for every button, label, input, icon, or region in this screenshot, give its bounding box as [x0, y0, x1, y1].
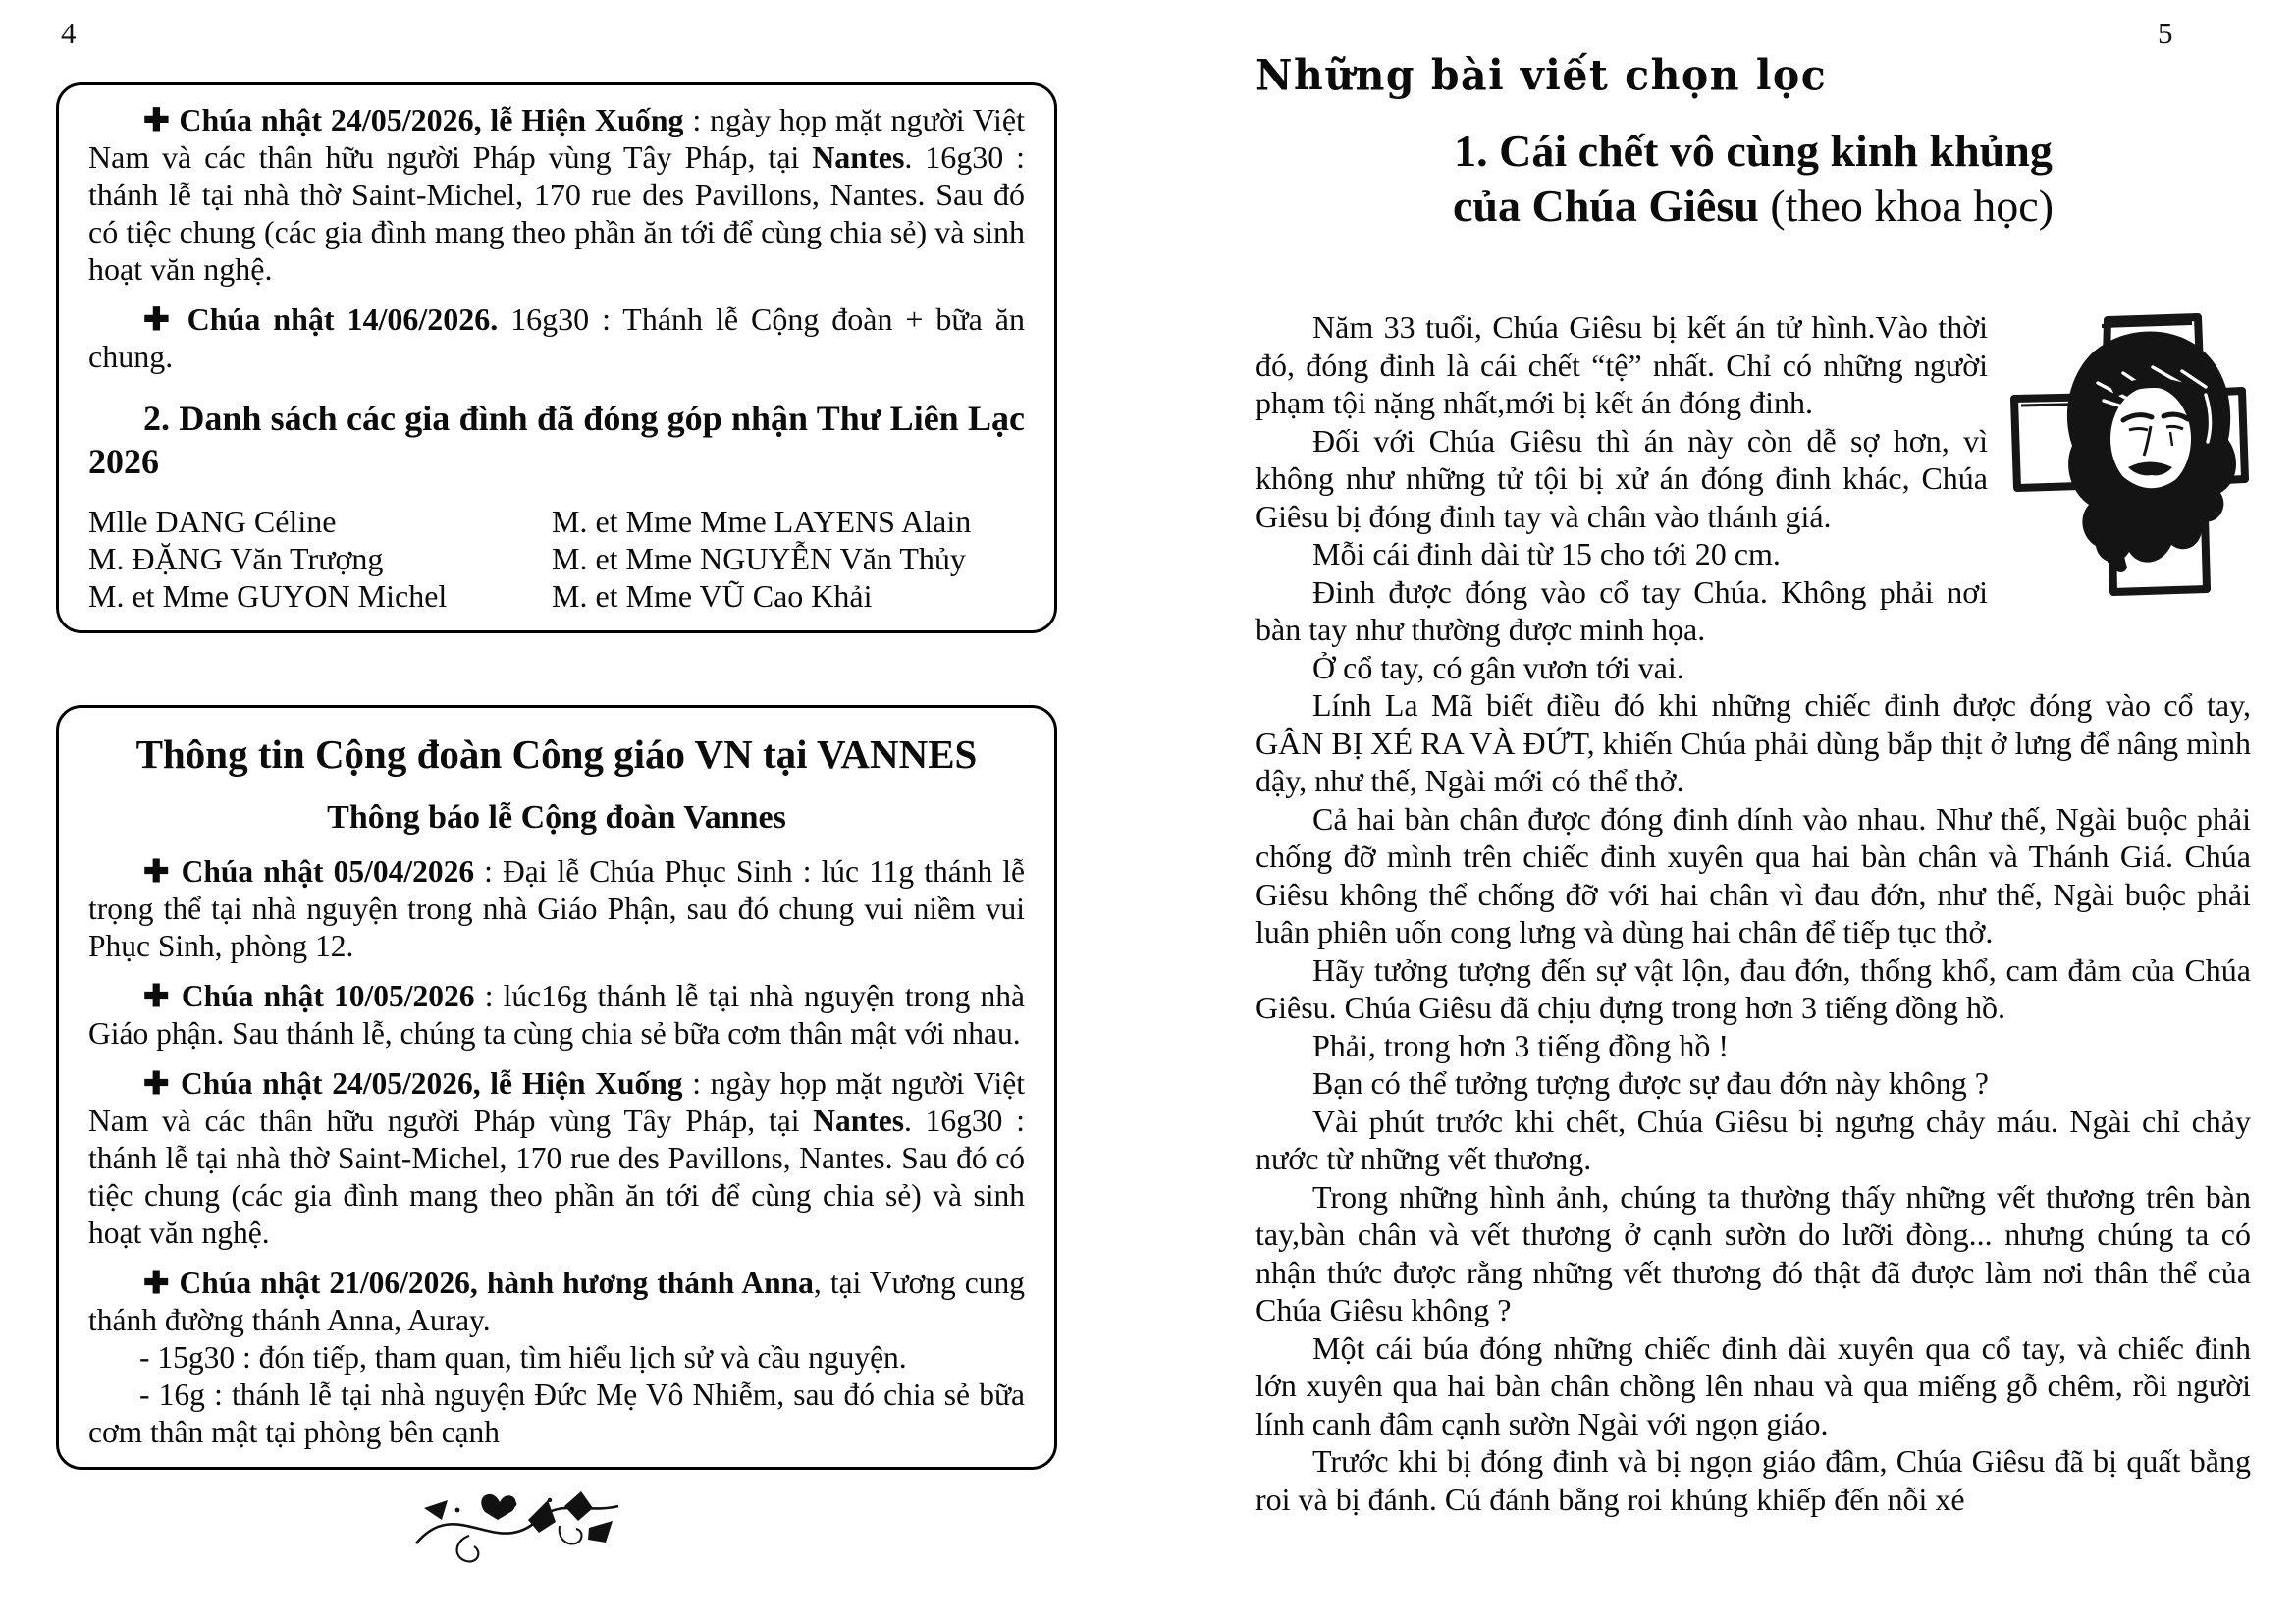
article-paragraph	[1255, 308, 2251, 422]
ivy-vine-ornament	[412, 1487, 623, 1573]
vannes-easter-paragraph	[88, 853, 1025, 965]
donor-name-list	[88, 503, 1025, 615]
notice-date-bold: ✚ Chúa nhật 24/05/2026, lễ Hiện Xuống	[143, 102, 684, 137]
vannes-box-title: Thông tin Cộng đoàn Công giáo VN tại VANNES	[135, 731, 978, 777]
notice-pentecost-paragraph	[88, 101, 1025, 288]
paragraph-text: Năm 33 tuổi, Chúa Giêsu bị kết án tử hình.Vào thời đó, đóng đinh là cái chết “tệ” nhất. Chỉ có những người phạm tội nặng nhất,mới bị kết án đóng đinh.	[1255, 309, 1988, 420]
notice-text: : Đại lễ Chúa Phục Sinh : lúc 11g thánh lễ trọng thể tại nhà nguyện trong nhà Giáo Phận, sau đó chung vui niềm vui Phục Sinh, phòng 12.	[88, 854, 1025, 963]
article-paragraph: Phải, trong hơn 3 tiếng đồng hồ !	[1312, 1027, 1729, 1063]
article-paragraph: Lính La Mã biết điều đó khi những chiếc đinh được đóng vào cổ tay, GÂN BỊ XÉ RA VÀ ĐỨT, khiến Chúa phải dùng bắp thịt ở lưng để nâng mình dậy, như thế, Ngài mới có thể thở.	[1255, 687, 2251, 798]
community-notices-box	[56, 82, 1057, 633]
selected-articles-page	[1255, 51, 2251, 1518]
pilgrimage-schedule-item: - 16g : thánh lễ tại nhà nguyện Đức Mẹ Vô Nhiễm, sau đó chia sẻ bữa cơm thân mật tại phòng bên cạnh	[88, 1378, 1025, 1449]
section-header: Những bài viết chọn lọc	[1255, 51, 1828, 100]
vannes-pentecost-paragraph	[88, 1065, 1025, 1252]
notice-text: 16g30 : Thánh lễ Cộng đoàn + bữa ăn chung.	[88, 301, 1026, 374]
notice-date-bold: ✚ Chúa nhật 24/05/2026, lễ Hiện Xuống	[143, 1066, 683, 1101]
article-paragraph: Đối với Chúa Giêsu thì án này còn dễ sợ hơn, vì không như những tử tội bị xử án đóng đinh khác, Chúa Giêsu bị đóng đinh tay và chân vào thánh giá.	[1255, 422, 1988, 534]
article-paragraph: Trước khi bị đóng đinh và bị ngọn giáo đâm, Chúa Giêsu đã bị quất bằng roi và bị đánh. Cú đánh bằng roi khủng khiếp đến nỗi xé	[1255, 1443, 2251, 1517]
notice-place-bold: Nantes	[813, 1104, 904, 1138]
vannes-may-mass-paragraph	[88, 978, 1025, 1053]
article-paragraph: Một cái búa đóng những chiếc đinh dài xuyên qua cổ tay, và chiếc đinh lớn xuyên qua hai bàn chân chồng lên nhau và qua miếng gỗ chêm, rồi người lính canh đâm cạnh sườn Ngài với ngọn giáo.	[1255, 1329, 2251, 1441]
list-item: M. et Mme Mme LAYENS Alain	[552, 504, 972, 539]
notice-text-cont: . 16g30 : thánh lễ tại nhà thờ Saint-Michel, 170 rue des Pavillons, Nantes. Sau đó có tiệc chung (các gia đình mang theo phần ăn tới để cùng chia sẻ) và sinh hoạt văn nghệ.	[88, 1104, 1025, 1250]
page-number-left: 4	[61, 16, 77, 50]
page-number-right: 5	[2158, 16, 2173, 50]
list-item: Mlle DANG Céline	[88, 504, 337, 539]
article-title-line2-bold: của Chúa Giêsu	[1452, 181, 1759, 231]
article-paragraph: Ở cổ tay, có gân vươn tới vai.	[1312, 649, 1684, 685]
notice-text-cont: . 16g30 : thánh lễ tại nhà thờ Saint-Michel, 170 rue des Pavillons, Nantes. Sau đó có tiệc chung (các gia đình mang theo phần ăn tới để cùng chia sẻ) và sinh hoạt văn nghệ.	[88, 139, 1026, 287]
article-title-line2	[1255, 179, 2251, 234]
list-item: M. et Mme NGUYỄN Văn Thủy	[552, 541, 966, 576]
notice-date-bold: ✚ Chúa nhật 10/05/2026	[143, 979, 475, 1013]
donor-column-right	[552, 503, 1025, 615]
article-body	[1255, 308, 2251, 1518]
article-paragraph: Hãy tưởng tượng đến sự vật lộn, đau đớn, thống khổ, cam đảm của Chúa Giêsu. Chúa Giêsu đã chịu đựng trong hơn 3 tiếng đồng hồ.	[1255, 951, 2251, 1025]
notice-text: : lúc16g thánh lễ tại nhà nguyện trong nhà Giáo phận. Sau thánh lễ, chúng ta cùng chia sẻ bữa cơm thân mật với nhau.	[88, 979, 1025, 1051]
article-title	[1255, 124, 2251, 234]
pilgrimage-schedule-item: - 15g30 : đón tiếp, tham quan, tìm hiểu lịch sử và cầu nguyện.	[139, 1340, 907, 1375]
notice-text: : ngày họp mặt người Việt Nam và các thân hữu người Pháp vùng Tây Pháp, tại	[88, 102, 1026, 175]
list-item: M. ĐẶNG Văn Trượng	[88, 541, 384, 576]
notice-text: : ngày họp mặt người Việt Nam và các thân hữu người Pháp vùng Tây Pháp, tại	[88, 1066, 1025, 1138]
article-title-line2-note: (theo khoa học)	[1758, 181, 2055, 231]
article-paragraph: Bạn có thể tưởng tượng được sự đau đớn này không ?	[1312, 1065, 1989, 1101]
article-paragraph: Đinh được đóng vào cổ tay Chúa. Không phải nơi bàn tay như thường được minh họa.	[1255, 573, 1988, 647]
article-title-line1: 1. Cái chết vô cùng kinh khủng	[1454, 126, 2053, 176]
article-paragraph: Mỗi cái đinh dài từ 15 cho tới 20 cm.	[1312, 536, 1781, 571]
notice-place-bold: Nantes	[812, 139, 905, 175]
notice-date-bold: ✚ Chúa nhật 14/06/2026.	[143, 301, 499, 337]
article-paragraph: Cả hai bàn chân được đóng đinh dính vào nhau. Như thế, Ngài buộc phải chống đỡ mình trên chiếc đinh xuyên qua hai bàn chân và Thánh Giá. Chúa Giêsu không thể chống đỡ với hai chân vì đau đớn, như thế, Ngài buộc phải luân phiên uốn cong lưng và dùng hai chân để tiếp tục thở.	[1255, 800, 2251, 949]
article-paragraph: Vài phút trước khi chết, Chúa Giêsu bị ngưng chảy máu. Ngài chỉ chảy nước từ những vết thương.	[1255, 1103, 2251, 1176]
notice-text: , tại Vương cung thánh đường thánh Anna, Auray.	[88, 1266, 1025, 1337]
vannes-community-box	[56, 705, 1057, 1470]
vannes-box-subtitle: Thông báo lễ Cộng đoàn Vannes	[327, 799, 786, 836]
notice-date-bold: ✚ Chúa nhật 21/06/2026, hành hương thánh Anna	[143, 1266, 814, 1300]
notice-date-bold: ✚ Chúa nhật 05/04/2026	[143, 854, 475, 889]
donor-list-heading: 2. Danh sách các gia đình đã đóng góp nhận Thư Liên Lạc 2026	[88, 399, 1025, 481]
donor-column-left	[88, 503, 552, 615]
vannes-pilgrimage-paragraph	[88, 1265, 1025, 1339]
article-paragraph: Trong những hình ảnh, chúng ta thường thấy những vết thương trên bàn tay,bàn chân và vết thương ở cạnh sườn do lưỡi đòng... nhưng chúng ta có nhận thức được rằng những vết thương đó thật đã được làm nơi thân thể của Chúa Giêsu không ?	[1255, 1178, 2251, 1327]
jesus-crucifixion-illustration	[2003, 310, 2251, 597]
list-item: M. et Mme GUYON Michel	[88, 578, 448, 614]
list-item: M. et Mme VŨ Cao Khải	[552, 578, 873, 614]
notice-june-mass-paragraph	[88, 300, 1025, 375]
